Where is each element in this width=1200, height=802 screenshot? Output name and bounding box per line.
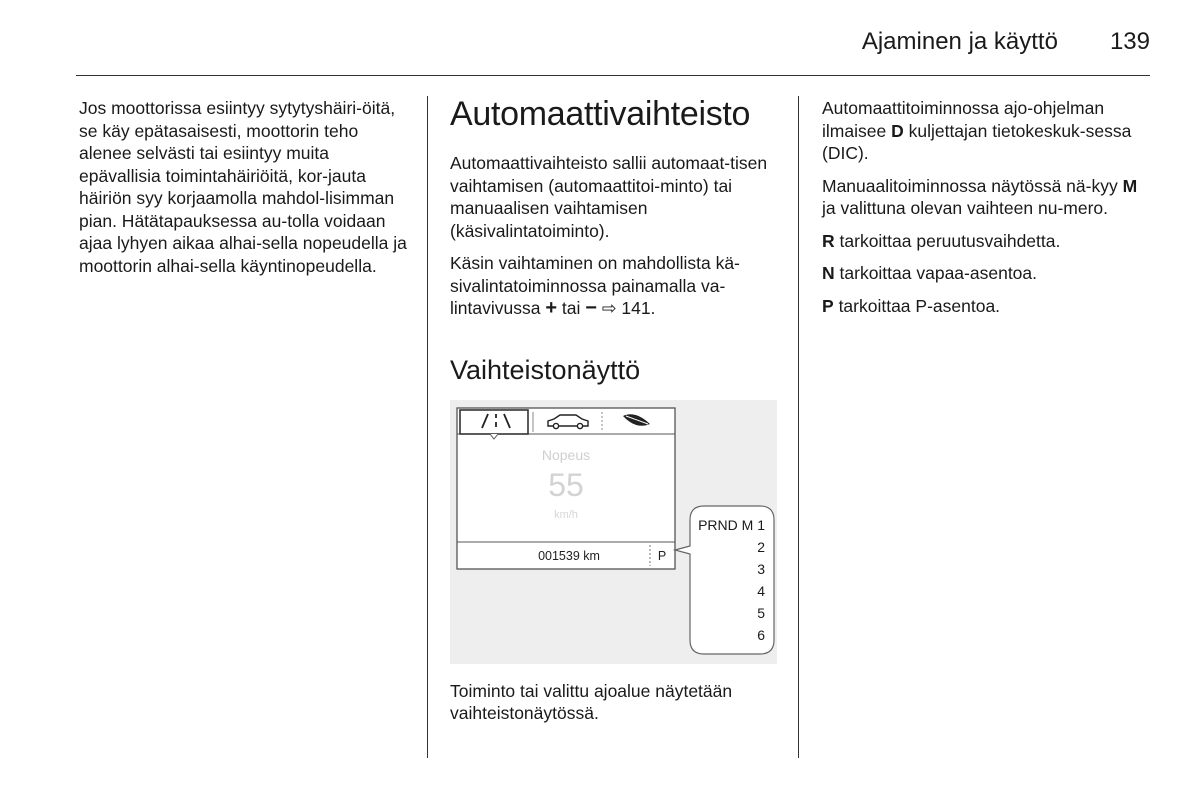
gear-5: 5 [757,604,765,621]
auto-mode-paragraph: Automaattitoiminnossa ajo-ohjelman ilmaisee D kuljettajan tietokeskuk-sessa (DIC). [822,98,1132,163]
neutral-definition: N tarkoittaa vapaa-asentoa. [822,263,1038,283]
gear-4: 4 [757,582,765,599]
speed-value: 55 [548,466,584,503]
manual-shift-paragraph: Käsin vaihtaminen on mahdollista kä-sivalintatoiminnossa painamalla va-lintavivussa + tai − ⇨ 141. [450,253,740,319]
manual-letter: M [1122,175,1138,196]
misfire-paragraph: Jos moottorissa esiintyy sytytyshäiri-öitä, se käy epätasaisesti, moottorin teho alenee selvästi tai esiintyy muita epävallisia toimintahäiriöitä, kor-jauta häiriön syy korjaamolla mahdol-lisimman pian. Hätätapauksessa au-tolla voidaan ajaa lyhyen aikaa alhai-sella nopeudella ja moottorin alhai-sella käyntinopeudella. [79,98,407,276]
section-title: Ajaminen ja käyttö [861,28,1058,55]
auto-transmission-paragraph: Automaattivaihteisto sallii automaat-tisen vaihtamisen (automaattitoi-minto) tai manuaalisen vaihtamisen (käsivalintatoiminto). [450,153,768,241]
figure-caption: Toiminto tai valittu ajoalue näytetään vaihteistonäytössä. [450,680,733,723]
column-divider-1 [427,96,428,758]
gear-row: PRND M 1 [698,516,765,533]
minus-icon: − [585,297,597,319]
section-heading: Automaattivaihteisto [450,95,751,133]
gear-indicator: P [657,548,667,563]
reverse-definition: R tarkoittaa peruutusvaihdetta. [822,230,1061,251]
page-reference-link[interactable]: ⇨ 141. [601,298,656,318]
page-number: 139 [1109,28,1150,55]
manual-mode-paragraph: Manuaalitoiminnossa näytössä nä-kyy M ja valittuna olevan vaihteen nu-mero. [822,175,1138,218]
gear-3: 3 [757,560,765,577]
column-divider-2 [798,96,799,758]
column-2 [450,90,780,735]
header-rule [76,75,1150,76]
odometer-value: 001539 km [538,548,600,563]
park-definition: P tarkoittaa P-asentoa. [822,295,1001,316]
drive-letter: D [891,120,904,141]
subsection-heading: Vaihteistonäyttö [450,354,641,385]
column-3 [822,97,1152,327]
gear-2: 2 [757,538,765,555]
column-1 [79,97,409,287]
page-header [862,22,1150,62]
speed-label: Nopeus [541,446,591,463]
plus-icon: + [545,297,558,319]
gear-6: 6 [757,626,765,643]
speed-unit: km/h [554,508,578,521]
transmission-display-figure [450,400,777,664]
